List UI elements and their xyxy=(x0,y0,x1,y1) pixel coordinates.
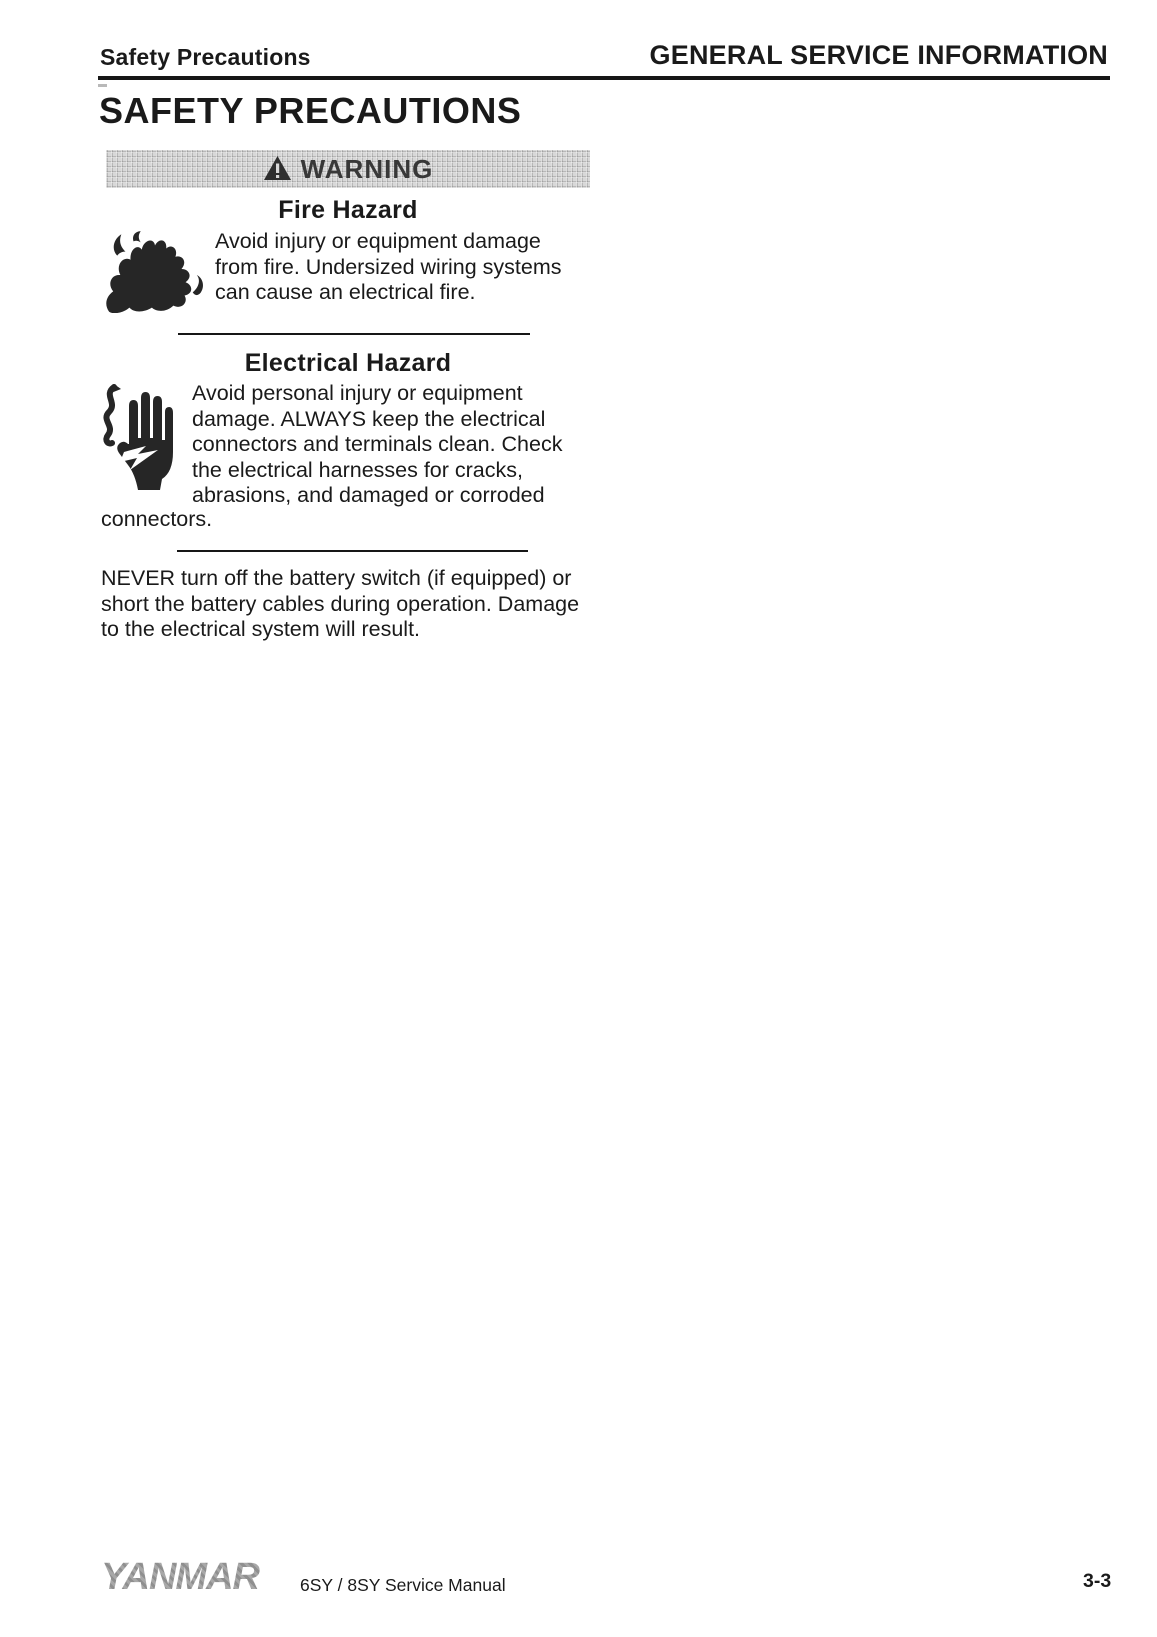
text-line: from fire. Undersized wiring systems xyxy=(215,254,562,279)
running-header-chapter: GENERAL SERVICE INFORMATION xyxy=(649,40,1108,70)
yanmar-logo-text: YANMAR xyxy=(101,1556,259,1598)
scan-artifact xyxy=(98,84,107,87)
text-line: damage. ALWAYS keep the electrical xyxy=(192,406,546,431)
section-divider xyxy=(178,333,530,335)
registered-mark: ® xyxy=(259,1584,269,1598)
text-line: Avoid personal injury or equipment xyxy=(192,381,523,405)
electrical-hazard-text-overflow: connectors. xyxy=(101,507,213,531)
warning-triangle-icon xyxy=(263,155,292,181)
footer-manual-title: 6SY / 8SY Service Manual xyxy=(300,1575,506,1595)
section-heading-fire: Fire Hazard xyxy=(278,196,418,224)
page-number: 3-3 xyxy=(1083,1570,1112,1592)
running-header-section: Safety Precautions xyxy=(100,44,311,70)
fire-hazard-text xyxy=(215,229,561,306)
section-heading-electrical: Electrical Hazard xyxy=(244,349,452,377)
electric-shock-hand-icon xyxy=(99,384,177,490)
text-line: connectors and terminals clean. Check xyxy=(192,432,563,456)
battery-warning-text xyxy=(101,566,579,643)
text-line: Avoid injury or equipment damage xyxy=(215,229,541,253)
text-line: the electrical harnesses for cracks, xyxy=(192,457,523,482)
text-line: short the battery cables during operation. Damage xyxy=(101,591,580,616)
electrical-hazard-text xyxy=(192,381,562,509)
text-line: to the electrical system will result. xyxy=(101,617,421,641)
text-line: abrasions, and damaged or corroded xyxy=(192,483,545,507)
warning-label: WARNING xyxy=(300,153,434,184)
text-line: can cause an electrical fire. xyxy=(215,280,476,304)
warning-banner xyxy=(106,150,590,188)
yanmar-logo xyxy=(101,1556,268,1599)
header-rule xyxy=(98,76,1110,80)
text-line: NEVER turn off the battery switch (if equipped) or xyxy=(101,566,572,590)
page-title: SAFETY PRECAUTIONS xyxy=(99,90,522,131)
section-divider xyxy=(177,550,528,552)
fire-icon xyxy=(103,231,207,313)
